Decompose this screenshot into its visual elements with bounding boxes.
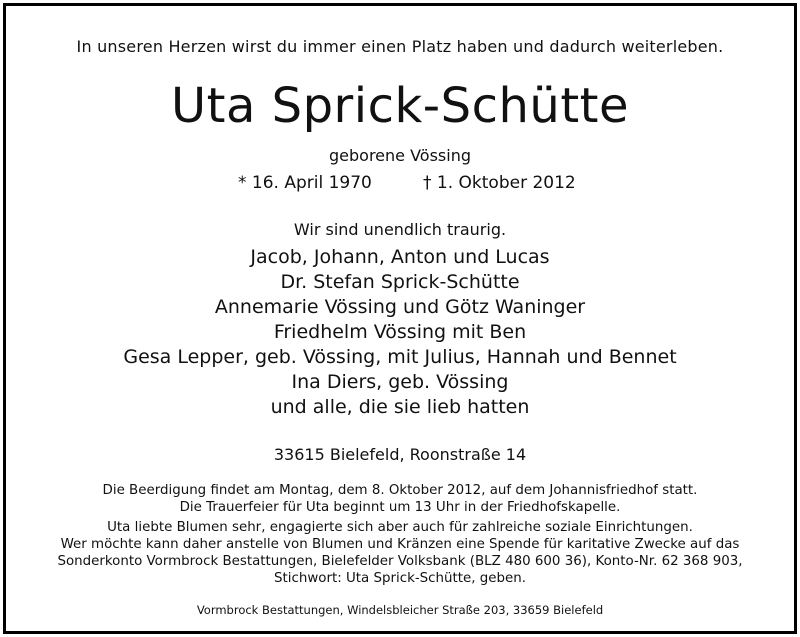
mourner-line: Jacob, Johann, Anton und Lucas xyxy=(250,246,550,268)
notice-line: Die Trauerfeier für Uta beginnt um 13 Uhr in der Friedhofskapelle. xyxy=(179,500,621,515)
death-date: † 1. Oktober 2012 xyxy=(423,173,576,193)
mourner-line: Friedhelm Vössing mit Ben xyxy=(273,321,527,343)
notice-line: Die Beerdigung findet am Montag, dem 8. Oktober 2012, auf dem Johannisfriedhof statt. xyxy=(102,483,698,498)
mourners-list xyxy=(6,245,794,420)
mourner-line: Annemarie Vössing und Götz Waninger xyxy=(214,296,586,318)
donation-notice xyxy=(6,519,794,587)
mourner-line: Ina Diers, geb. Vössing xyxy=(291,371,509,393)
maiden-name: geborene Vössing xyxy=(329,146,471,165)
notice-line: Stichwort: Uta Sprick-Schütte, geben. xyxy=(274,571,526,586)
motto-text: In unseren Herzen wirst du immer einen Platz haben und dadurch weiterleben. xyxy=(76,37,724,56)
mourner-line: Gesa Lepper, geb. Vössing, mit Julius, Hannah und Bennet xyxy=(123,346,677,368)
mourning-intro: Wir sind unendlich traurig. xyxy=(293,220,507,239)
family-address: 33615 Bielefeld, Roonstraße 14 xyxy=(273,445,527,464)
birth-date: * 16. April 1970 xyxy=(238,173,372,193)
notice-line: Sonderkonto Vormbrock Bestattungen, Bielefelder Volksbank (BLZ 480 600 36), Konto-Nr. 62 368 903, xyxy=(57,554,743,569)
undertaker-footer: Vormbrock Bestattungen, Windelsbleicher Straße 203, 33659 Bielefeld xyxy=(196,603,604,617)
mourner-line: Dr. Stefan Sprick-Schütte xyxy=(280,271,520,293)
mourner-line: und alle, die sie lieb hatten xyxy=(270,396,530,418)
notice-line: Wer möchte kann daher anstelle von Blumen und Kränzen eine Spende für karitative Zwecke auf das xyxy=(60,537,740,552)
deceased-name: Uta Sprick-Schütte xyxy=(170,78,629,134)
notice-line: Uta liebte Blumen sehr, engagierte sich aber auch für zahlreiche soziale Einrichtungen. xyxy=(107,520,693,535)
obituary-border xyxy=(3,3,797,634)
obituary-content xyxy=(6,6,794,631)
funeral-notice xyxy=(6,482,794,516)
